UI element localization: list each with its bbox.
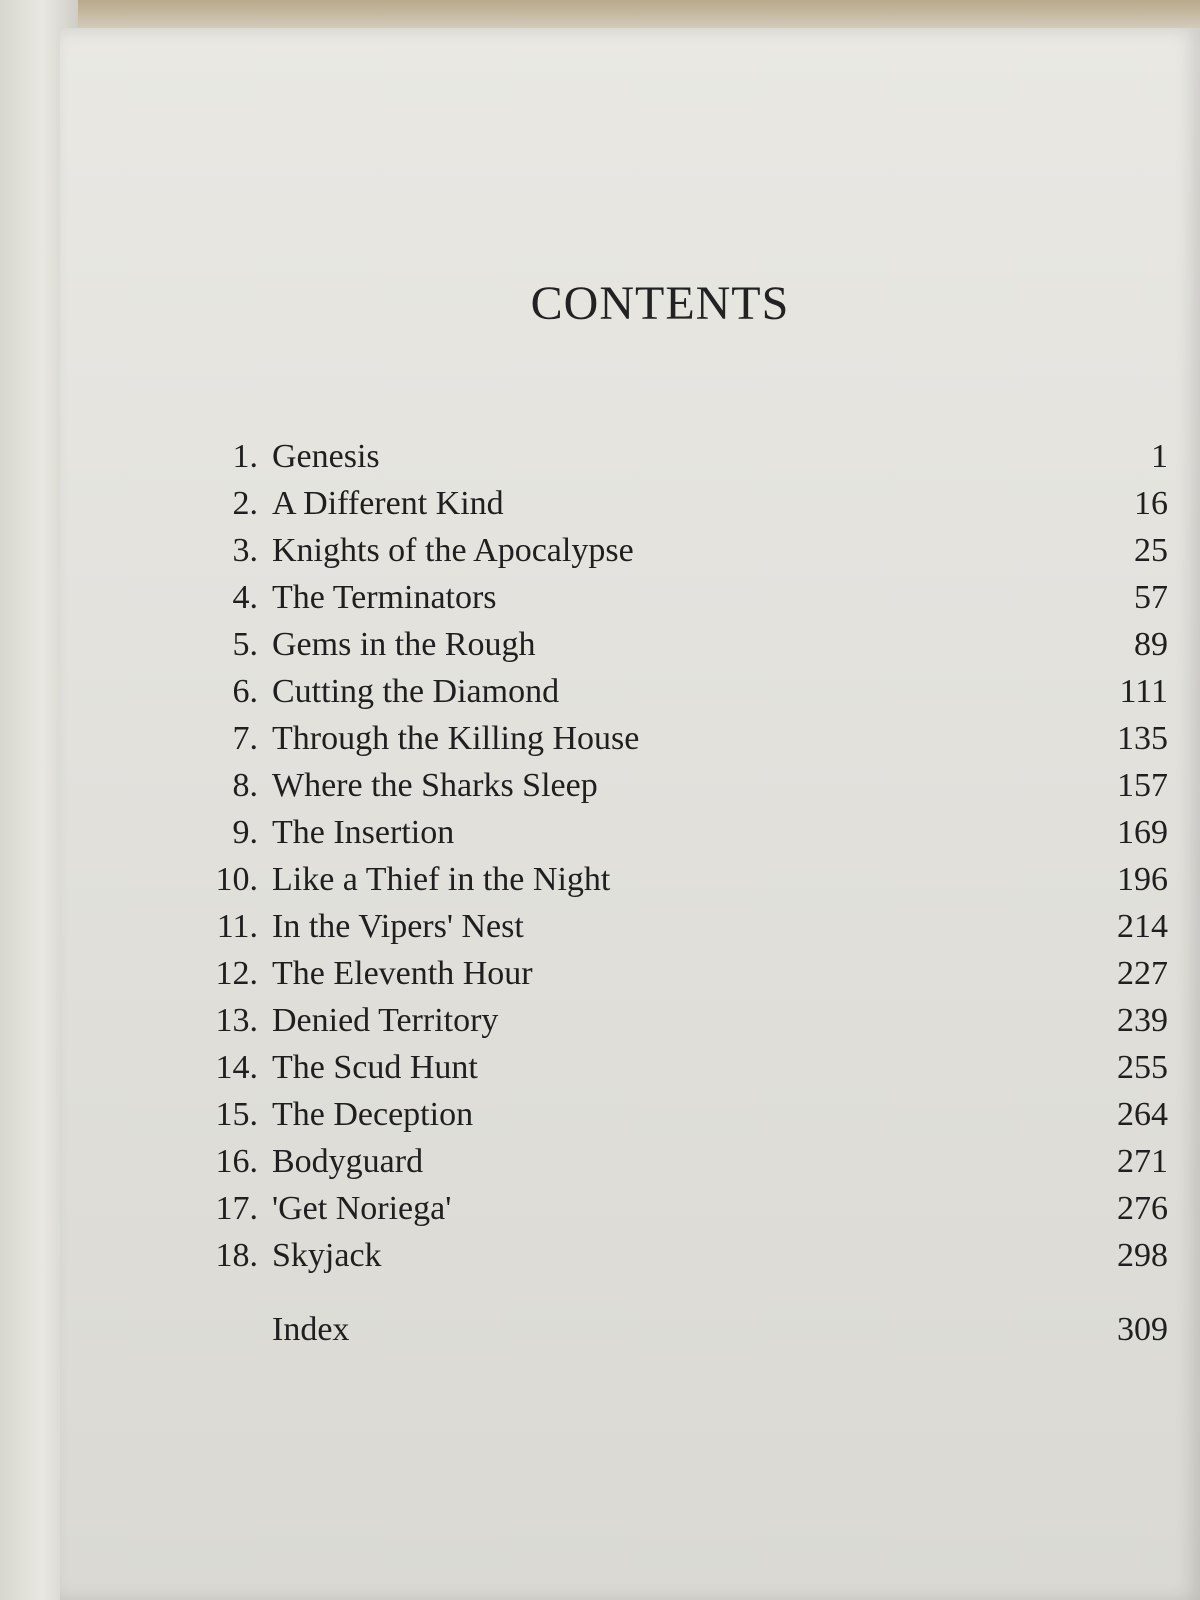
chapter-number: 8. [232, 767, 258, 804]
chapter-page: 135 [1117, 720, 1168, 757]
chapter-number: 11. [216, 908, 258, 945]
chapter-page: 196 [1117, 861, 1168, 898]
chapter-page: 1 [1151, 438, 1168, 475]
toc-entry-10 [188, 861, 1168, 908]
chapter-page: 25 [1134, 532, 1168, 569]
chapter-number: 15. [215, 1096, 258, 1133]
chapter-title: 'Get Noriega' [272, 1190, 452, 1227]
chapter-page: 169 [1117, 814, 1168, 851]
chapter-number: 9. [232, 814, 258, 851]
chapter-number: 1. [232, 438, 258, 475]
chapter-title: The Insertion [272, 814, 455, 851]
book-page [60, 28, 1200, 1600]
chapter-title: Through the Killing House [272, 720, 640, 757]
chapter-title: Where the Sharks Sleep [272, 767, 598, 804]
chapter-number: 13. [215, 1002, 258, 1039]
chapter-title: Skyjack [272, 1237, 382, 1274]
toc-entry-1 [188, 438, 1168, 485]
toc-entry-14 [188, 1049, 1168, 1096]
toc-entry-8 [188, 767, 1168, 814]
chapter-number: 3. [232, 532, 258, 569]
chapter-number: 16. [215, 1143, 258, 1180]
toc-entry-7 [188, 720, 1168, 767]
chapter-title: Bodyguard [272, 1143, 424, 1180]
index-label: Index [272, 1311, 350, 1348]
toc-index-entry [188, 1311, 1168, 1361]
toc-entry-4 [188, 579, 1168, 626]
chapter-title: Cutting the Diamond [272, 673, 560, 710]
chapter-title: The Terminators [272, 579, 497, 616]
chapter-title: Knights of the Apocalypse [272, 532, 634, 569]
toc-entry-9 [188, 814, 1168, 861]
toc-entry-11 [188, 908, 1168, 955]
chapter-number: 4. [232, 579, 258, 616]
chapter-number: 7. [232, 720, 258, 757]
chapter-title: Gems in the Rough [272, 626, 536, 663]
chapter-title: A Different Kind [272, 485, 504, 522]
toc-entry-2 [188, 485, 1168, 532]
toc-entry-18 [188, 1237, 1168, 1284]
chapter-page: 255 [1117, 1049, 1168, 1086]
chapter-title: Denied Territory [272, 1002, 499, 1039]
chapter-page: 276 [1117, 1190, 1168, 1227]
toc-entry-15 [188, 1096, 1168, 1143]
chapter-number: 10. [215, 861, 258, 898]
toc-entry-5 [188, 626, 1168, 673]
chapter-page: 89 [1134, 626, 1168, 663]
chapter-number: 5. [232, 626, 258, 663]
chapter-page: 57 [1134, 579, 1168, 616]
toc-entry-12 [188, 955, 1168, 1002]
chapter-page: 239 [1117, 1002, 1168, 1039]
toc-entry-6 [188, 673, 1168, 720]
chapter-title: The Deception [272, 1096, 474, 1133]
chapter-title: Like a Thief in the Night [272, 861, 611, 898]
chapter-title: In the Vipers' Nest [272, 908, 524, 945]
chapter-page: 298 [1117, 1237, 1168, 1274]
chapter-number: 2. [232, 485, 258, 522]
toc-entry-13 [188, 1002, 1168, 1049]
table-of-contents [188, 438, 1168, 1284]
chapter-page: 227 [1117, 955, 1168, 992]
contents-title: CONTENTS [530, 277, 790, 330]
chapter-number: 6. [232, 673, 258, 710]
chapter-page: 157 [1117, 767, 1168, 804]
toc-entry-17 [188, 1190, 1168, 1237]
chapter-number: 12. [215, 955, 258, 992]
chapter-number: 17. [215, 1190, 258, 1227]
chapter-number: 14. [215, 1049, 258, 1086]
chapter-page: 16 [1134, 485, 1168, 522]
toc-entry-16 [188, 1143, 1168, 1190]
chapter-title: The Scud Hunt [272, 1049, 478, 1086]
chapter-page: 214 [1117, 908, 1168, 945]
chapter-page: 264 [1117, 1096, 1168, 1133]
chapter-page: 271 [1117, 1143, 1168, 1180]
index-page: 309 [1117, 1311, 1168, 1348]
chapter-title: Genesis [272, 438, 380, 475]
chapter-title: The Eleventh Hour [272, 955, 533, 992]
chapter-number: 18. [215, 1237, 258, 1274]
toc-entry-3 [188, 532, 1168, 579]
chapter-page: 111 [1119, 673, 1168, 710]
